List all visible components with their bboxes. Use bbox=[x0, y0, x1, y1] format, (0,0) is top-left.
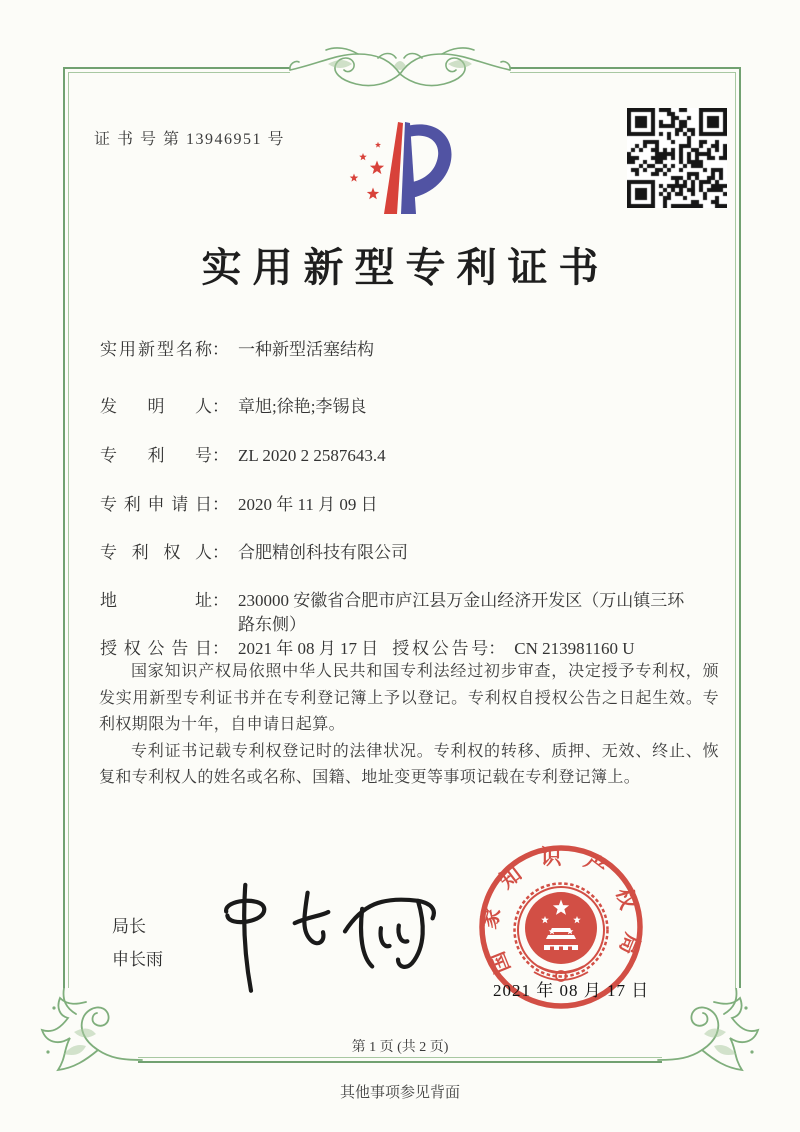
field-value: 230000 安徽省合肥市庐江县万金山经济开发区（万山镇三环路东侧） bbox=[238, 591, 685, 634]
qr-code bbox=[627, 108, 727, 208]
field-colon: ： bbox=[212, 591, 229, 610]
field-row-patentee bbox=[100, 541, 720, 565]
field-colon: ： bbox=[488, 639, 506, 658]
grant-number-value: CN 213981160 U bbox=[514, 639, 635, 658]
certificate-number: 证 书 号 第 13946951 号 bbox=[94, 131, 286, 148]
cnipa-logo-icon bbox=[347, 110, 465, 228]
seal-ring-text: 国家知识产权局 bbox=[476, 844, 646, 977]
field-value: ZL 2020 2 2587643.4 bbox=[238, 446, 386, 465]
bottom-right-flourish-icon bbox=[656, 988, 766, 1080]
field-row-filing-date bbox=[100, 493, 720, 517]
field-value: 2020 年 11 月 09 日 bbox=[238, 495, 378, 514]
field-list bbox=[100, 338, 720, 661]
field-row-inventor bbox=[100, 395, 720, 419]
signer-block bbox=[112, 910, 163, 976]
signer-name: 申长雨 bbox=[112, 950, 163, 969]
field-colon: ： bbox=[212, 543, 229, 562]
grant-row bbox=[100, 637, 720, 661]
logo-stars-icon bbox=[350, 142, 384, 200]
signature-icon bbox=[213, 870, 443, 995]
field-label: 专利号 bbox=[100, 446, 212, 465]
legal-paragraph-1: 国家知识产权局依照中华人民共和国专利法经过初步审查，决定授予专利权，颁发实用新型专利证书并在专利登记簿上予以登记。专利权自授权公告之日起生效。专利权期限为十年，自申请日起算。 bbox=[99, 663, 719, 733]
bottom-left-flourish-icon bbox=[34, 988, 144, 1080]
field-colon: ： bbox=[212, 446, 229, 465]
signer-title: 局长 bbox=[112, 917, 146, 936]
field-row-name bbox=[100, 338, 720, 362]
top-center-flourish-icon bbox=[288, 44, 512, 92]
field-value: 合肥精创科技有限公司 bbox=[238, 543, 408, 562]
field-label: 专利申请日 bbox=[100, 495, 212, 514]
national-emblem-icon bbox=[515, 884, 608, 982]
grant-number-label: 授权公告号 bbox=[392, 639, 489, 658]
field-colon: ： bbox=[212, 397, 229, 416]
field-label: 专利权人 bbox=[100, 543, 212, 562]
field-colon: ： bbox=[212, 639, 229, 658]
page-number: 第 1 页 (共 2 页) bbox=[351, 1040, 449, 1055]
legal-paragraph-2: 专利证书记载专利权登记时的法律状况。专利权的转移、质押、无效、终止、恢复和专利权人的姓名或名称、国籍、地址变更等事项记载在专利登记簿上。 bbox=[99, 742, 719, 786]
certificate-title: 实用新型专利证书 bbox=[201, 245, 610, 290]
grant-date-label: 授权公告日 bbox=[100, 639, 212, 658]
back-side-note: 其他事项参见背面 bbox=[339, 1085, 460, 1101]
seal-date: 2021 年 08 月 17 日 bbox=[493, 981, 650, 1000]
field-label: 地址 bbox=[100, 591, 212, 610]
field-colon: ： bbox=[212, 340, 229, 359]
field-label: 发明人 bbox=[100, 397, 212, 416]
field-label: 实用新型名称 bbox=[100, 340, 212, 359]
field-row-address bbox=[100, 589, 720, 637]
field-value: 章旭;徐艳;李锡良 bbox=[238, 397, 367, 416]
field-colon: ： bbox=[212, 495, 229, 514]
grant-date-value: 2021 年 08 月 17 日 bbox=[238, 639, 379, 658]
field-value: 一种新型活塞结构 bbox=[238, 340, 374, 359]
legal-text bbox=[99, 659, 719, 792]
field-row-patent-number bbox=[100, 444, 720, 468]
